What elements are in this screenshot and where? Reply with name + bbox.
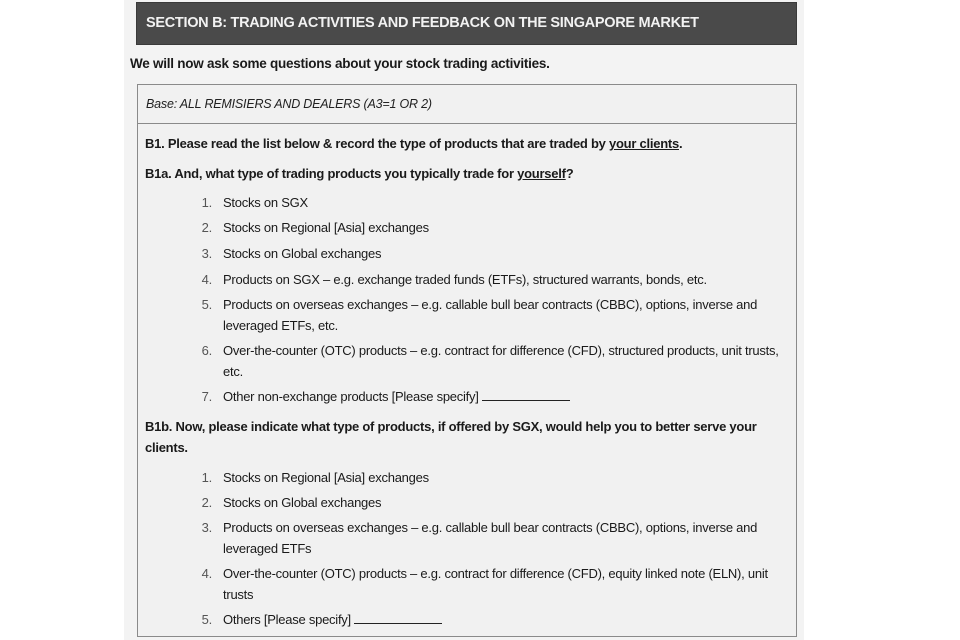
option-number: 6. bbox=[201, 343, 212, 358]
question-b1a bbox=[145, 163, 573, 184]
base-row bbox=[138, 85, 796, 124]
option-number: 4. bbox=[201, 272, 212, 287]
option-number: 1. bbox=[201, 195, 212, 210]
option-number: 2. bbox=[201, 495, 212, 510]
option-label: Stocks on Global exchanges bbox=[223, 246, 382, 261]
question-b1-suffix: . bbox=[678, 136, 683, 151]
question-b1-emphasis: your clients bbox=[609, 136, 679, 151]
option-label: Stocks on SGX bbox=[223, 195, 308, 210]
intro-text: We will now ask some questions about your stock trading activities. bbox=[130, 56, 550, 71]
option-label: Stocks on Regional [Asia] exchanges bbox=[223, 220, 429, 235]
option-number: 3. bbox=[201, 246, 212, 261]
option-number: 2. bbox=[201, 220, 212, 235]
question-b1a-emphasis: yourself bbox=[517, 166, 566, 181]
option-label: Over-the-counter (OTC) products – e.g. contract for difference (CFD), structured products, unit trusts, etc. bbox=[223, 343, 779, 379]
option-label: Stocks on Global exchanges bbox=[223, 495, 382, 510]
option-label: Products on overseas exchanges – e.g. callable bull bear contracts (CBBC), options, inverse and leveraged ETFs bbox=[223, 520, 758, 556]
question-b1 bbox=[145, 133, 682, 154]
question-b1a-suffix: ? bbox=[565, 166, 574, 181]
option-number: 7. bbox=[201, 389, 212, 404]
option-label-with-blank bbox=[223, 609, 793, 630]
option-label-with-blank bbox=[223, 386, 793, 407]
option-number: 3. bbox=[201, 520, 212, 535]
specify-blank-field[interactable] bbox=[354, 611, 442, 624]
question-b1-text: B1. Please read the list below & record the type of products that are traded by bbox=[145, 136, 610, 151]
option-number: 4. bbox=[201, 566, 212, 581]
option-label: Products on overseas exchanges – e.g. callable bull bear contracts (CBBC), options, inverse and leveraged ETFs, etc. bbox=[223, 297, 758, 333]
option-label: Stocks on Regional [Asia] exchanges bbox=[223, 470, 429, 485]
option-number: 5. bbox=[201, 612, 212, 627]
base-text: Base: ALL REMISIERS AND DEALERS (A3=1 OR 2) bbox=[146, 97, 432, 111]
specify-blank-field[interactable] bbox=[482, 388, 570, 401]
option-number: 1. bbox=[201, 470, 212, 485]
option-label: Products on SGX – e.g. exchange traded funds (ETFs), structured warrants, bonds, etc. bbox=[223, 272, 707, 287]
option-number: 5. bbox=[201, 297, 212, 312]
option-label: Over-the-counter (OTC) products – e.g. contract for difference (CFD), equity linked note (ELN), unit trusts bbox=[223, 566, 768, 602]
question-box bbox=[137, 84, 797, 637]
question-b1a-text: B1a. And, what type of trading products you typically trade for bbox=[145, 166, 518, 181]
section-title: SECTION B: TRADING ACTIVITIES AND FEEDBACK ON THE SINGAPORE MARKET bbox=[146, 15, 699, 31]
option-label: Others [Please specify] bbox=[223, 612, 351, 627]
option-label: Other non-exchange products [Please specify] bbox=[223, 389, 479, 404]
question-b1b: B1b. Now, please indicate what type of products, if offered by SGX, would help you to better serve your clients. bbox=[145, 419, 757, 455]
section-header bbox=[136, 2, 797, 45]
document-page bbox=[124, 0, 804, 640]
